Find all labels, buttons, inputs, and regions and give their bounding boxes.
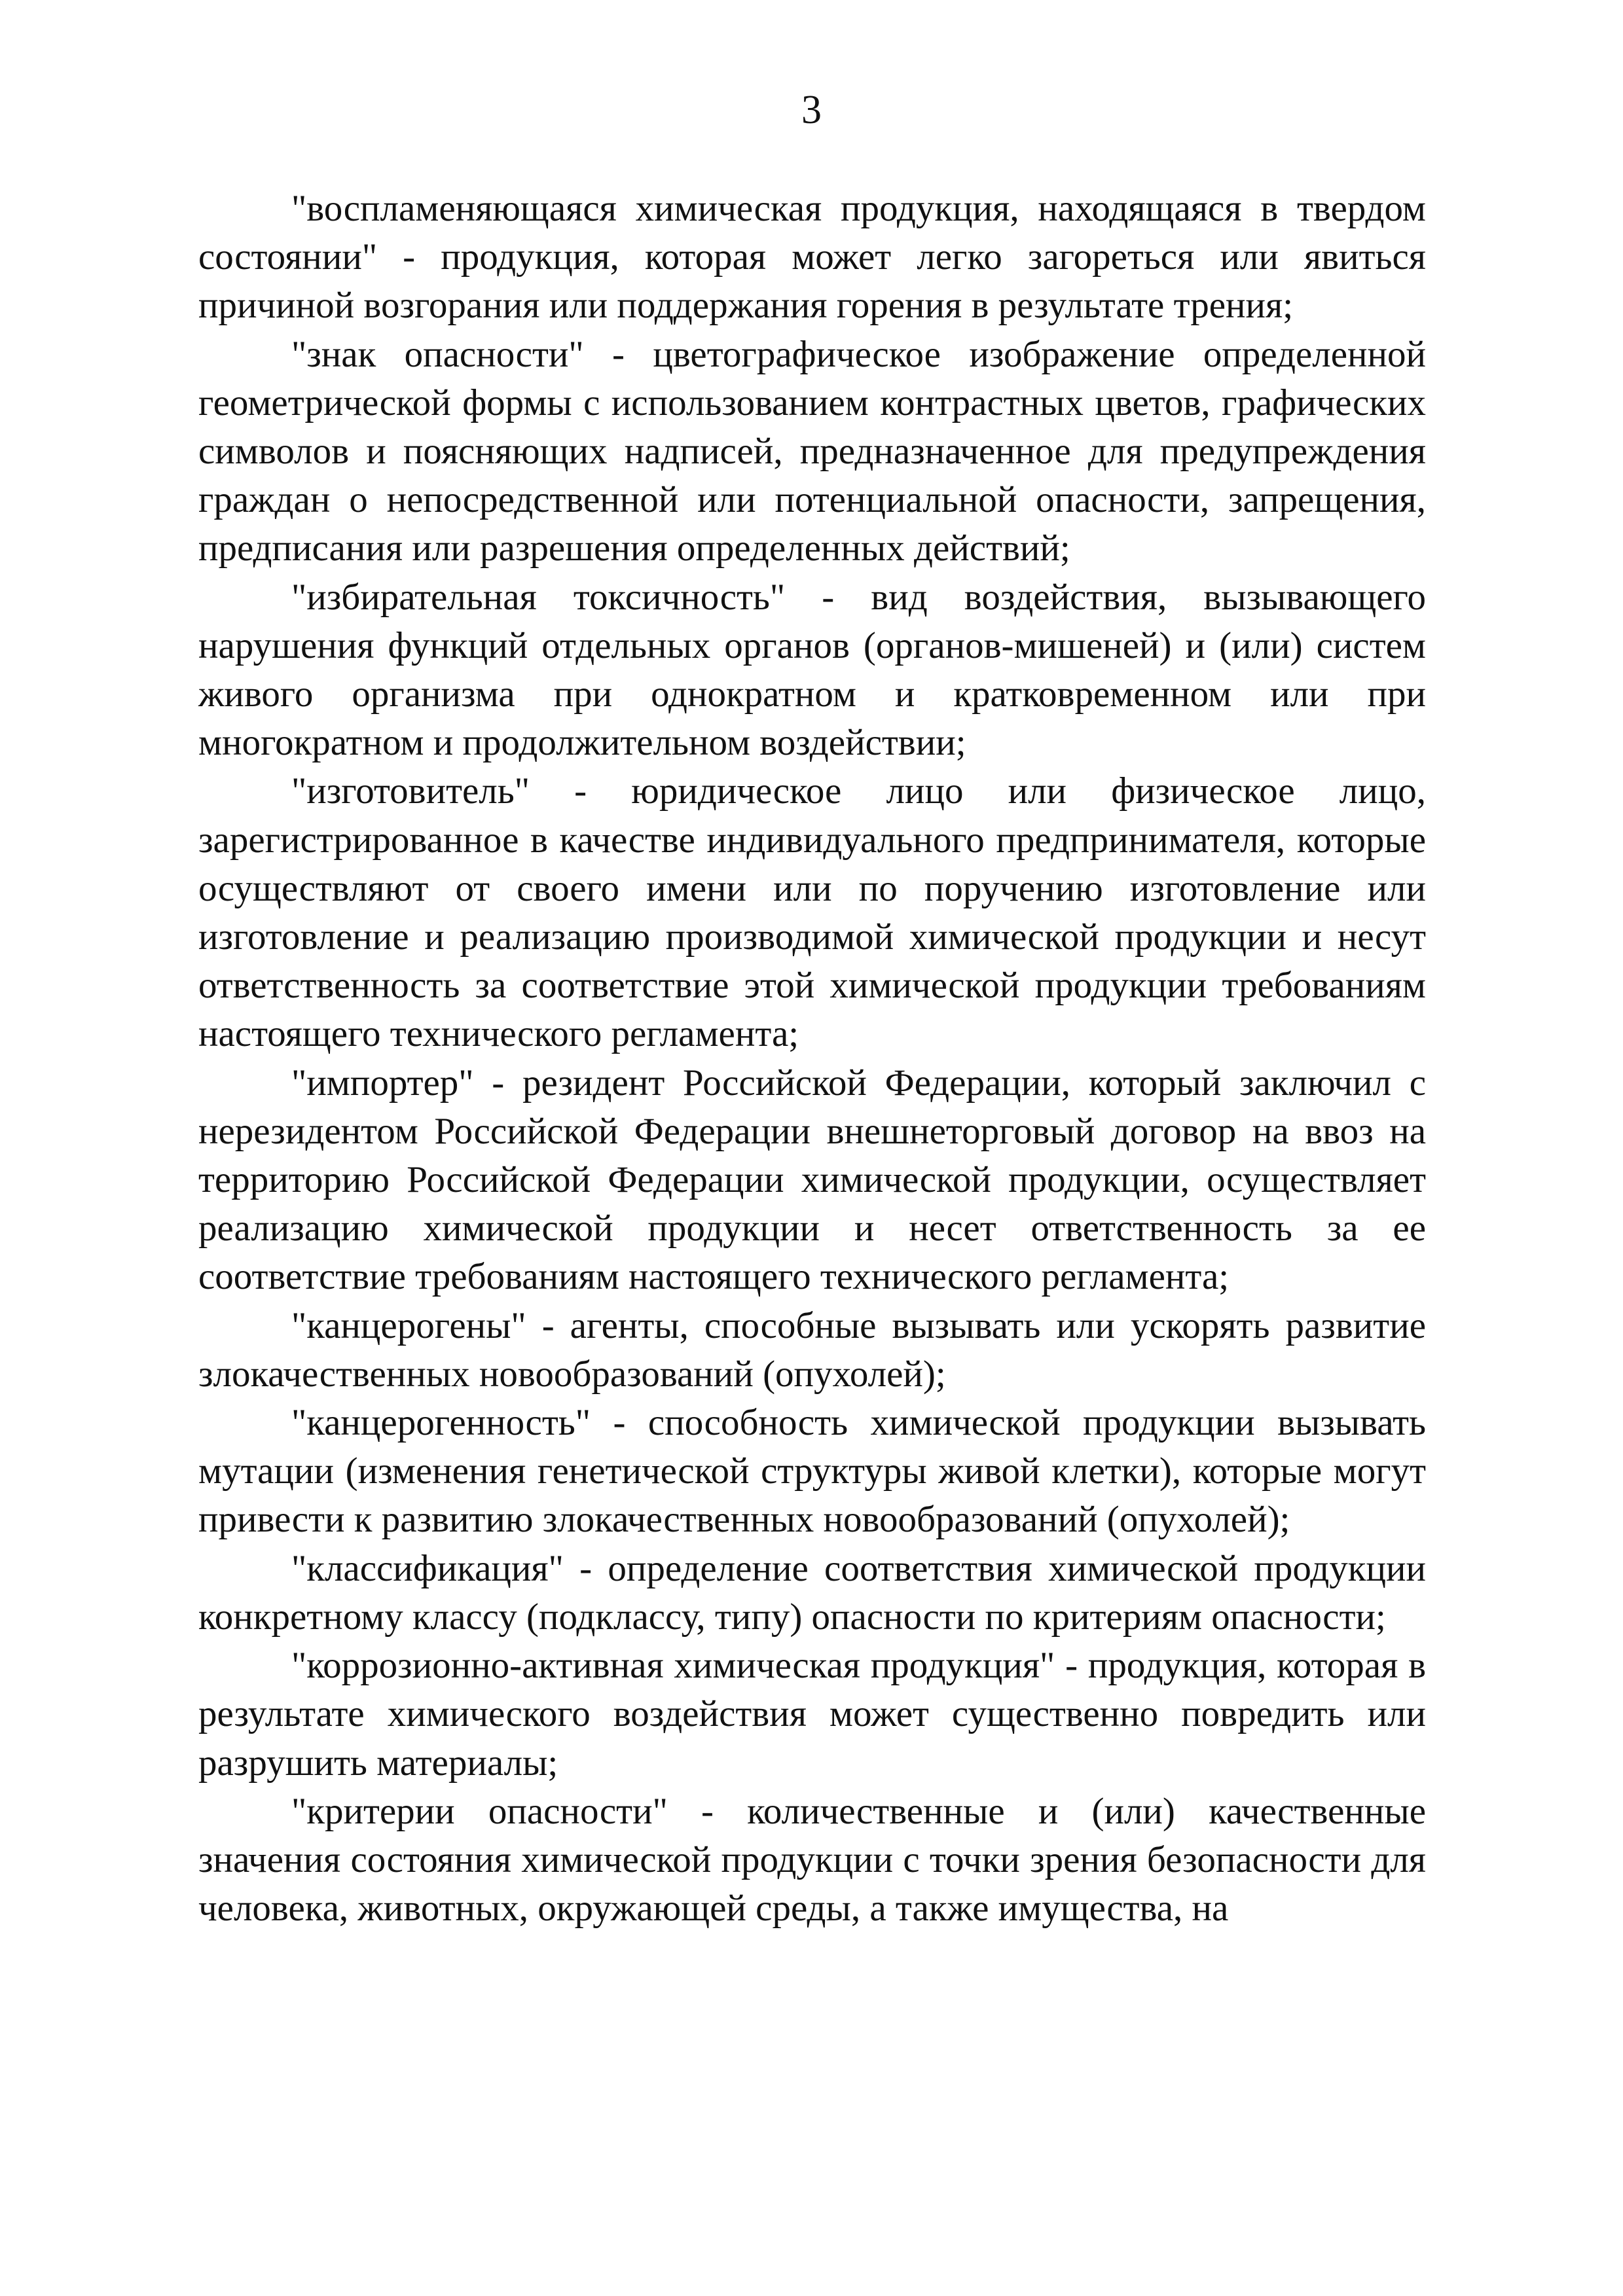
definition-paragraph-flammable-solid: "воспламеняющаяся химическая продукция, находящаяся в твердом состоянии" - продукция, которая может легко загореться или явиться причиной возгорания или поддержания горения в результате трения; (198, 188, 1426, 327)
definition-paragraph-corrosive-product: "коррозионно-активная химическая продукция" - продукция, которая в результате химического воздействия может существенно повредить или разрушить материалы; (198, 1645, 1426, 1784)
page-number: 3 (801, 88, 822, 132)
definition-paragraph-hazard-sign: "знак опасности" - цветографическое изображение определенной геометрической формы с использованием контрастных цветов, графических символов и поясняющих надписей, предназначенное для предупреждения граждан о непосредственной или потенциальной опасности, запрещения, предписания или разрешения определенных действий; (198, 333, 1426, 569)
definition-paragraph-manufacturer: "изготовитель" - юридическое лицо или физическое лицо, зарегистрированное в качестве индивидуального предпринимателя, которые осуществляют от своего имени или по поручению изготовление или изготовление и реализацию производимой химической продукции и несут ответственность за соответствие этой химической продукции требованиям настоящего технического регламента; (198, 770, 1426, 1055)
definition-paragraph-classification: "классификация" - определение соответствия химической продукции конкретному классу (подклассу, типу) опасности по критериям опасности; (198, 1547, 1426, 1638)
definition-paragraph-carcinogens: "канцерогены" - агенты, способные вызывать или ускорять развитие злокачественных новообразований (опухолей); (198, 1304, 1426, 1395)
definition-paragraph-importer: "импортер" - резидент Российской Федерации, который заключил с нерезидентом Российской Федерации внешнеторговый договор на ввоз на территорию Российской Федерации химической продукции, осуществляет реализацию химической продукции и несет ответственность за ее соответствие требованиям настоящего технического регламента; (198, 1062, 1426, 1298)
definition-paragraph-carcinogenicity: "канцерогенность" - способность химической продукции вызывать мутации (изменения генетической структуры живой клетки), которые могут привести к развитию злокачественных новообразований (опухолей); (198, 1402, 1426, 1541)
definition-paragraph-selective-toxicity: "избирательная токсичность" - вид воздействия, вызывающего нарушения функций отдельных органов (органов-мишеней) и (или) систем живого организма при однократном и кратковременном или при многократном и продолжительном воздействии; (198, 576, 1426, 764)
definition-paragraph-hazard-criteria: "критерии опасности" - количественные и (или) качественные значения состояния химической продукции с точки зрения безопасности для человека, животных, окружающей среды, а также имущества, на (198, 1790, 1426, 1929)
document-body (198, 185, 1426, 1933)
